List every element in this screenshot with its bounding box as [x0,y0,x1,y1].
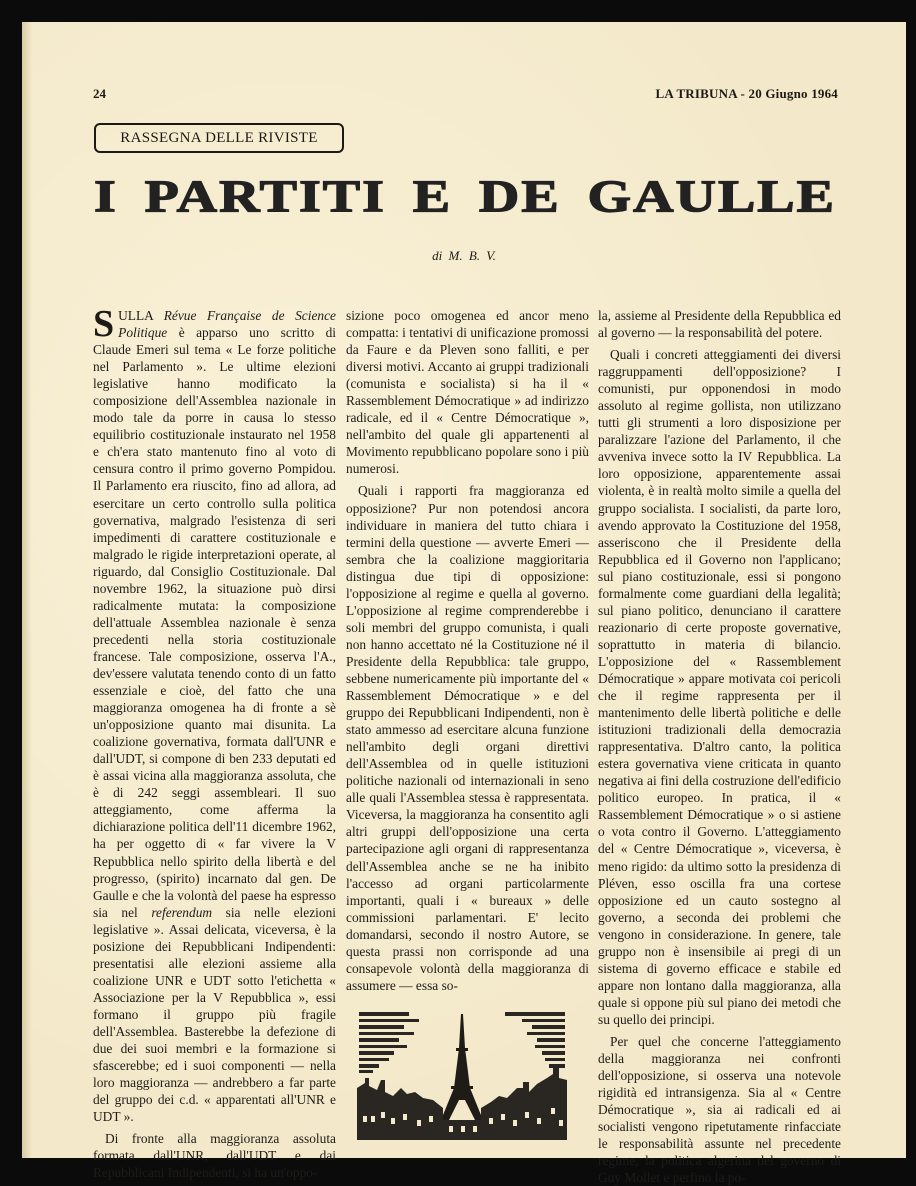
eiffel-tower-illustration [357,1008,567,1140]
headline: I PARTITI E DE GAULLE [94,171,836,223]
section-rubric: RASSEGNA DELLE RIVISTE [94,123,344,153]
column-1 [93,303,336,1181]
drop-cap: S [93,303,115,345]
lead-paragraph [93,303,336,1125]
italic-term: referendum [151,904,213,920]
journal-title: Révue Française de Science Politique [118,308,336,341]
lead-text-tail: sia nelle elezioni legislative ». Assai delicata, viceversa, è la posizione dei Repubblicani Indipendenti: presentatisi alle elezioni assieme alla coalizione UNR e UDT sotto l'etichetta « Associazione per la V Repubblica », essi formano il gruppo più fragile dell'Assemblea. Basterebbe la defezione di due dei suoi membri e la formazione si sfascerebbe; ed i suoi componenti — nella loro maggioranza — andrebbero a far parte del gruppo dei c.d. « apparentati all'UNR e UDT ». [93,904,336,1125]
cloud-left [359,1012,419,1073]
paragraph: Di fronte alla maggioranza assoluta formata dall'UNR, dall'UDT e dai Repubblicani Indipendenti, si ha un'oppo- [93,1131,336,1181]
paragraph: sizione poco omogenea ed ancor meno compatta: i tentativi di unificazione promossi da Faure e da Pleven sono falliti, e per diversi motivi. Accanto ai gruppi tradizionali (comunista e socialista) si ha il « Rassemblement Démocratique » ad indirizzo radicale, ed il « Centre Démocratique », nell'ambito del quale gli appartenenti al Movimento repubblicano popolare sono i più numerosi. [346,308,589,477]
paragraph: Quali i concreti atteggiamenti dei diversi raggruppamenti dell'opposizione? I comunisti, pur opponendosi in modo assoluto al regime gollista, non utilizzano tutti gli strumenti a loro disposizione per paralizzare l'azione del Parlamento, il che avveniva invece sotto la IV Repubblica. La loro opposizione, apparentemente assai violenta, è in realtà molto simile a quella del gruppo socialista. I socialisti, da parte loro, avendo approvato la Costituzione del 1958, asseriscono che il Presidente della Repubblica ed il Governo non l'applicano; sul piano costituzionale, essi si pongono formalmente come guardiani della legalità; sul piano politico, denunciano il carattere reazionario di certe proposte governative, soprattutto in materia di bilancio. L'opposizione del « Rassemblement Démocratique » appare motivata coi pericoli che il regime rappresenta per il mantenimento delle libertà politiche e delle istituzioni tradizionali della democrazia rappresentativa. D'altro canto, la politica estera governativa viene criticata in quanto negativa ai fini della costruzione dell'edificio politico europeo. In pratica, il « Rassemblement Démocratique » o si astiene o vota contro il Governo. L'atteggiamento del « Centre Démocratique », viceversa, è meno rigido: da ultimo sotto la presidenza di Pléven, esso oscilla fra una cortese opposizione ed un cauto sostegno al governo, a seconda dei problemi che vengono in considerazione. In genere, tale gruppo non è insensibile ai pregi di un sistema di governo efficace e stabile ed appare non lontano dalla maggioranza, alla quale si oppone più sul piano dei metodi che su quello dei principi. [598,347,841,1027]
lead-smallcaps: ULLA [118,308,154,323]
running-head: LA TRIBUNA - 20 Giugno 1964 [655,86,838,101]
lead-text: è apparso uno scritto di Claude Emeri sul tema « Le forze politiche nel Parlamento ». Le ultime elezioni legislative hanno modificato la composizione dell'Assemblea nazionale in modo tale da porre in causa lo stesso equilibrio costituzionale instaurato nel 1958 e ch'era stato mantenuto fino al voto di censura contro il primo governo Pompidou. Il Parlamento era riuscito, fino ad allora, ad esercitare un certo controllo sulla politica governativa, malgrado l'esistenza di seri impedimenti di carattere costituzionale e malgrado le rigide interpretazioni operate, al riguardo, dal Consiglio Costituzionale. Dal novembre 1962, la situazione può dirsi radicalmente mutata: la composizione dell'attuale Assemblea nazionale è senza precedenti nella storia costituzionale francese. Tale composizione, osserva l'A., dev'essere valutata tenendo conto di un fatto essenziale e cioè, del fatto che una maggioranza omogenea ha di fronte a sè un'opposizione quanto mai disunita. La coalizione governativa, formata dall'UNR e dall'UDT, si compone di ben 233 deputati ed è assai vicina alla maggioranza assoluta, che è di 242 seggi assembleari. Il suo atteggiamento, come afferma la dichiarazione politica dell'11 dicembre 1962, ha per oggetto di « far vivere la V Repubblica nello spirito della libertà e del progresso, (spirito) incarnato dal gen. De Gaulle e che la volontà del paese ha espresso sia nel [93,325,336,920]
column-2 [346,307,589,994]
eiffel-tower [441,1014,483,1120]
newspaper-page [22,22,906,1186]
cloud-right [505,1012,565,1068]
paragraph: Quali i rapporti fra maggioranza ed opposizione? Pur non potendosi ancora individuare in maniera del tutto chiara i termini della questione — avverte Emeri — sembra che la coalizione maggioritaria distingua due tipi di opposizione: l'opposizione al regime e quella al governo. L'opposizione al regime comprenderebbe i soli membri del gruppo comunista, i quali non hanno accettato né la Costituzione né il Presidente della Repubblica: tale gruppo, sebbene numericamente più importante del « Rassemblement Démocratique » e del gruppo dei Repubblicani Indipendenti, non è stato ammesso ad esercitare alcuna funzione nell'ambito degli organi direttivi dell'Assemblea od in quelle istituzioni politiche nazionali od internazionali in seno alle quali l'Assemblea stessa è rappresentata. Viceversa, la maggioranza ha consentito agli altri gruppi dell'opposizione una certa partecipazione agli organi di rappresentanza dell'Assemblea anche se ne ha inibito l'accesso ad organi particolarmente importanti, quali i « bureaux » delle commissioni parlamentari. E' lecito domandarsi, secondo il nostro Autore, se questa prassi non corrisponde ad una consapevole volontà della maggioranza di assumere — essa so- [346,483,589,993]
column-3 [598,307,841,1186]
paragraph: Per quel che concerne l'atteggiamento della maggioranza nei confronti dell'opposizione, si osserva una notevole rigidità ed intransigenza. Sia al « Centre Démocratique », sia ai radicali ed ai socialisti vengono ripetutamente rinfacciate le responsabilità assunte nel precedente regime, la politica algerina del governo di Guy Mollet e perfino la po- [598,1033,841,1186]
paragraph: la, assieme al Presidente della Repubblica ed al governo — la responsabilità del potere. [598,308,841,341]
page-number: 24 [93,86,106,101]
byline: di M. B. V. [432,248,496,263]
